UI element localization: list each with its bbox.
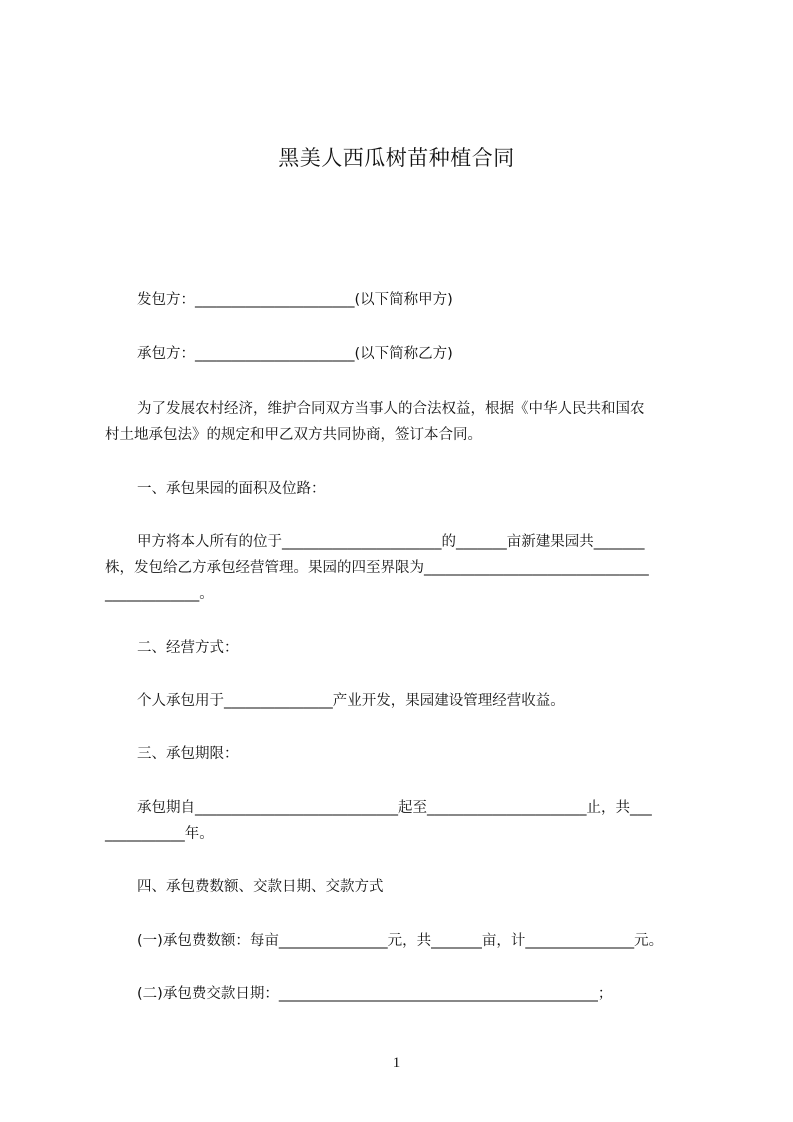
section-4-item-1: (一)承包费数额：每亩_______________元，共_______亩，计_______________元。 bbox=[137, 933, 664, 949]
section-1-line-3: _____________。 bbox=[105, 586, 214, 602]
section-4-item-2: (二)承包费交款日期：____________________________________________； bbox=[137, 986, 613, 1002]
page-title: 黑美人西瓜树苗种植合同 bbox=[278, 146, 515, 170]
preamble-line-1: 为了发展农村经济，维护合同双方当事人的合法权益，根据《中华人民共和国农 bbox=[137, 401, 645, 417]
section-1-line-1: 甲方将本人所有的位于______________________的_______亩新建果园共_______ bbox=[137, 534, 645, 550]
party-a-line: 发包方：______________________(以下简称甲方) bbox=[137, 292, 453, 308]
party-b-line: 承包方：______________________(以下简称乙方) bbox=[137, 346, 453, 362]
page-number: 1 bbox=[392, 1055, 401, 1071]
section-3-line-2: ___________年。 bbox=[105, 826, 214, 842]
section-2-line-1: 个人承包用于_______________产业开发，果园建设管理经营收益。 bbox=[137, 693, 565, 709]
section-3-heading: 三、承包期限： bbox=[137, 746, 239, 762]
section-3-line-1: 承包期自____________________________起至______________________止，共___ bbox=[137, 800, 652, 816]
section-1-line-2: 株，发包给乙方承包经营管理。果园的四至界限为_______________________________ bbox=[105, 560, 649, 576]
section-2-heading: 二、经营方式： bbox=[137, 640, 239, 656]
preamble-line-2: 村土地承包法》的规定和甲乙双方共同协商，签订本合同。 bbox=[105, 427, 482, 443]
section-4-heading: 四、承包费数额、交款日期、交款方式 bbox=[137, 879, 384, 895]
section-1-heading: 一、承包果园的面积及位路： bbox=[137, 481, 326, 497]
